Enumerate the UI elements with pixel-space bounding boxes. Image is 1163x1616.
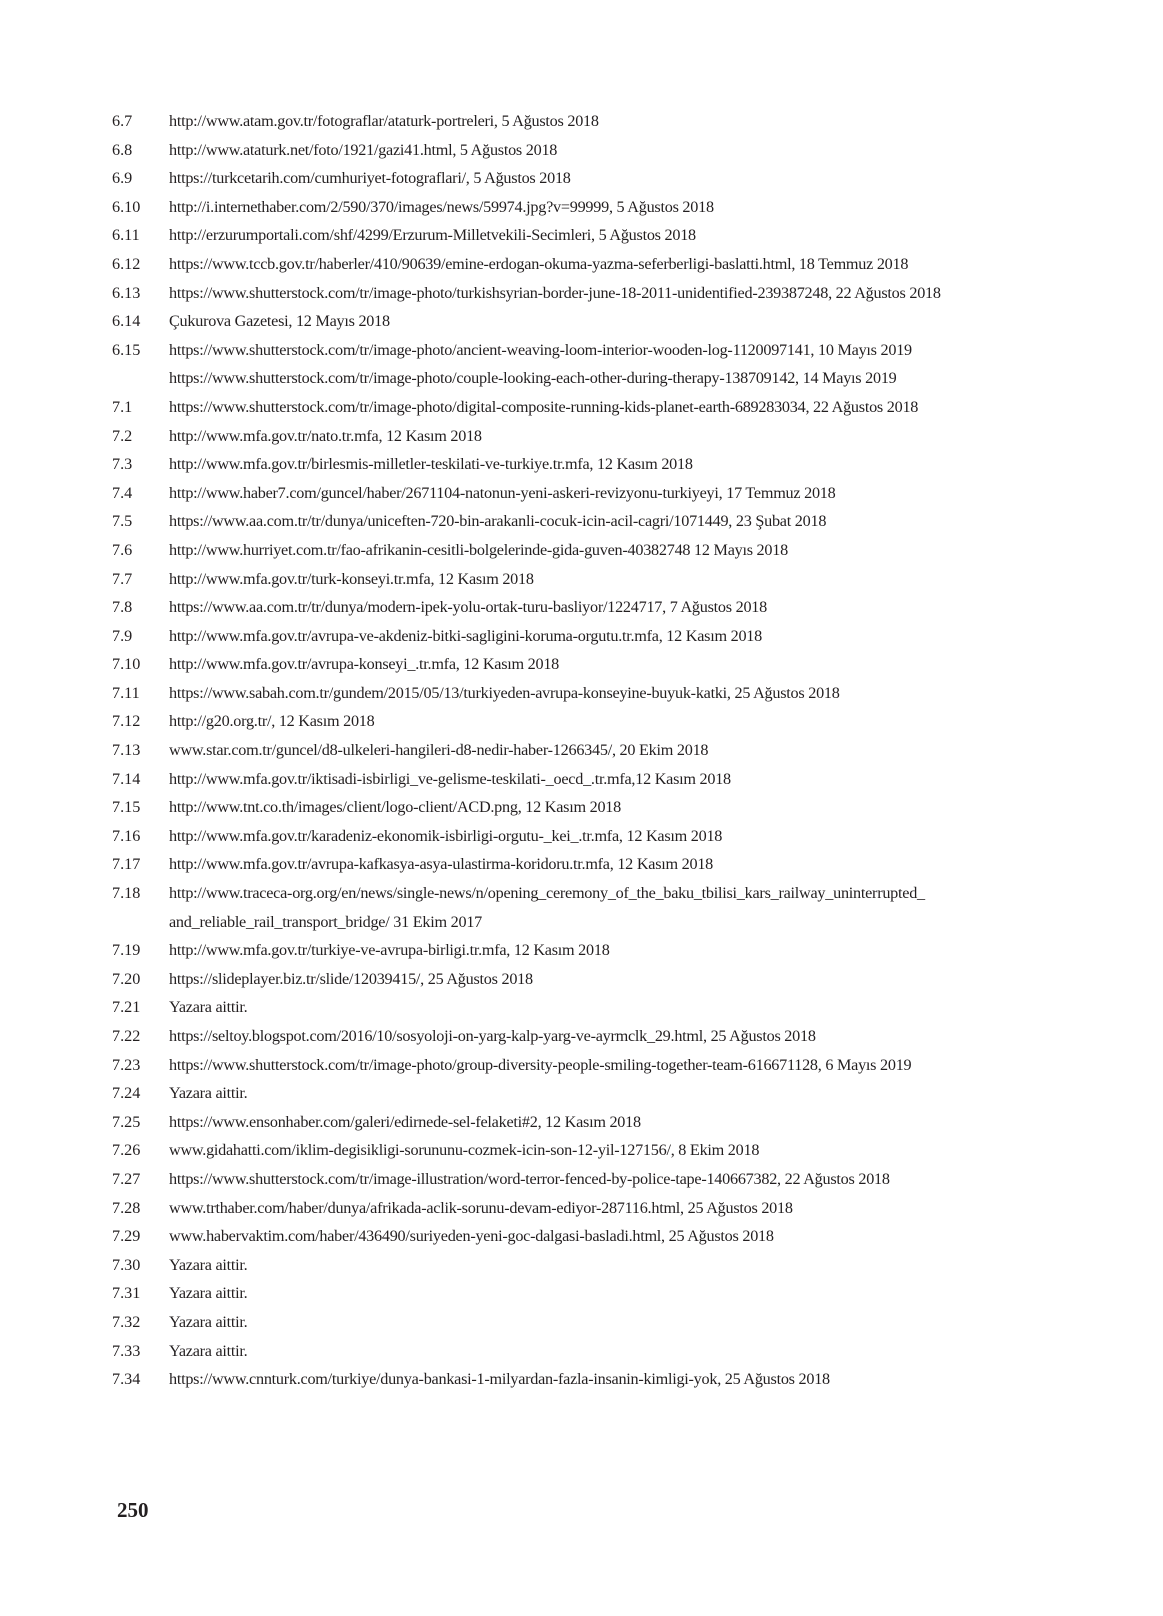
reference-text [169, 1079, 247, 1108]
reference-line: https://www.shutterstock.com/tr/image-illustration/word-terror-fenced-by-police-tape-140667382, 22 Ağustos 2018 [169, 1169, 890, 1188]
reference-text [169, 450, 693, 479]
reference-text [169, 1194, 793, 1223]
reference-text [169, 965, 533, 994]
reference-text [169, 765, 731, 794]
reference-text [169, 164, 571, 193]
reference-line: http://www.mfa.gov.tr/avrupa-konseyi_.tr.mfa, 12 Kasım 2018 [169, 655, 560, 674]
reference-line: Yazara aittir. [169, 1284, 248, 1303]
reference-item [112, 250, 1052, 279]
reference-line: https://turkcetarih.com/cumhuriyet-fotograflari/, 5 Ağustos 2018 [169, 169, 571, 188]
reference-line: Yazara aittir. [169, 1341, 248, 1360]
reference-number: 7.13 [112, 741, 141, 760]
reference-line: http://www.traceca-org.org/en/news/single-news/n/opening_ceremony_of_the_baku_tbilisi_kars_railway_uninterrupted_ [169, 884, 925, 903]
reference-item [112, 565, 1052, 594]
reference-number: 7.30 [112, 1255, 141, 1274]
reference-text [169, 336, 912, 393]
reference-number: 7.32 [112, 1312, 141, 1331]
reference-item [112, 1337, 1052, 1366]
reference-item [112, 850, 1052, 879]
reference-text [169, 107, 599, 136]
reference-number: 7.23 [112, 1055, 141, 1074]
reference-item [112, 650, 1052, 679]
reference-item [112, 450, 1052, 479]
reference-line: Çukurova Gazetesi, 12 Mayıs 2018 [169, 312, 390, 331]
reference-number: 7.26 [112, 1141, 141, 1160]
page-number: 250 [117, 1498, 149, 1522]
reference-text [169, 136, 557, 165]
reference-item [112, 679, 1052, 708]
reference-line: and_reliable_rail_transport_bridge/ 31 Ekim 2017 [169, 912, 483, 931]
reference-number: 6.11 [112, 226, 140, 245]
reference-item [112, 479, 1052, 508]
reference-number: 7.25 [112, 1112, 141, 1131]
reference-number: 6.15 [112, 340, 141, 359]
reference-text [169, 565, 534, 594]
reference-line: http://www.ataturk.net/foto/1921/gazi41.html, 5 Ağustos 2018 [169, 140, 558, 159]
reference-text [169, 193, 714, 222]
reference-item [112, 1222, 1052, 1251]
reference-number: 7.5 [112, 512, 133, 531]
reference-line: http://www.mfa.gov.tr/birlesmis-milletler-teskilati-ve-turkiye.tr.mfa, 12 Kasım 2018 [169, 455, 693, 474]
reference-number: 7.29 [112, 1227, 141, 1246]
reference-item [112, 307, 1052, 336]
reference-text [169, 1108, 641, 1137]
reference-number: 6.7 [112, 112, 133, 130]
reference-text [169, 1308, 247, 1337]
reference-number: 7.14 [112, 769, 141, 788]
reference-item [112, 593, 1052, 622]
reference-item [112, 1365, 1052, 1394]
reference-number: 7.10 [112, 655, 141, 674]
reference-item [112, 393, 1052, 422]
reference-number: 7.33 [112, 1341, 141, 1360]
reference-line: http://www.mfa.gov.tr/karadeniz-ekonomik-isbirligi-orgutu-_kei_.tr.mfa, 12 Kasım 2018 [169, 826, 723, 845]
reference-text [169, 307, 390, 336]
reference-line: http://www.mfa.gov.tr/avrupa-ve-akdeniz-bitki-sagligini-koruma-orgutu.tr.mfa, 12 Kasım 2018 [169, 626, 762, 645]
reference-number: 7.15 [112, 798, 141, 817]
reference-number: 7.8 [112, 598, 133, 617]
reference-text [169, 1222, 774, 1251]
reference-number: 7.31 [112, 1284, 141, 1303]
reference-line: https://www.aa.com.tr/tr/dunya/modern-ipek-yolu-ortak-turu-basliyor/1224717, 7 Ağustos 2018 [169, 598, 767, 617]
reference-number: 7.16 [112, 826, 141, 845]
reference-item [112, 1194, 1052, 1223]
reference-line: http://www.haber7.com/guncel/haber/2671104-natonun-yeni-askeri-revizyonu-turkiyeyi, 17 Temmuz 2018 [169, 483, 836, 502]
reference-text [169, 479, 836, 508]
reference-text [169, 1279, 247, 1308]
reference-line: https://www.aa.com.tr/tr/dunya/uniceften-720-bin-arakanli-cocuk-icin-acil-cagri/1071449, 23 Şubat 2018 [169, 512, 827, 531]
reference-item [112, 1079, 1052, 1108]
reference-line: http://www.atam.gov.tr/fotograflar/ataturk-portreleri, 5 Ağustos 2018 [169, 112, 599, 130]
reference-number: 7.22 [112, 1027, 141, 1045]
reference-item [112, 736, 1052, 765]
reference-number: 7.6 [112, 540, 133, 559]
reference-line: Yazara aittir. [169, 1084, 248, 1103]
reference-line: www.gidahatti.com/iklim-degisikligi-sorununu-cozmek-icin-son-12-yil-127156/, 8 Ekim 2018 [169, 1141, 760, 1160]
reference-number: 7.20 [112, 969, 141, 988]
reference-item [112, 622, 1052, 651]
reference-line: https://www.cnnturk.com/turkiye/dunya-bankasi-1-milyardan-fazla-insanin-kimligi-yok, 25 Ağustos 2018 [169, 1370, 830, 1389]
reference-line: http://i.internethaber.com/2/590/370/images/news/59974.jpg?v=99999, 5 Ağustos 2018 [169, 197, 714, 216]
reference-line: http://www.mfa.gov.tr/turkiye-ve-avrupa-birligi.tr.mfa, 12 Kasım 2018 [169, 941, 610, 960]
reference-item [112, 422, 1052, 451]
reference-item [112, 1308, 1052, 1337]
reference-line: http://www.mfa.gov.tr/nato.tr.mfa, 12 Kasım 2018 [169, 426, 482, 445]
reference-line: https://www.sabah.com.tr/gundem/2015/05/13/turkiyeden-avrupa-konseyine-buyuk-katki, 25 Ağustos 2018 [169, 683, 840, 702]
reference-number: 7.19 [112, 941, 141, 960]
reference-text [169, 993, 247, 1022]
reference-number: 6.9 [112, 169, 133, 188]
reference-item [112, 1108, 1052, 1137]
reference-number: 7.9 [112, 626, 133, 645]
reference-item [112, 1136, 1052, 1165]
reference-text [169, 422, 482, 451]
reference-item [112, 765, 1052, 794]
reference-line: http://www.hurriyet.com.tr/fao-afrikanin-cesitli-bolgelerinde-gida-guven-40382748 12 Mayıs 2018 [169, 540, 788, 559]
reference-text [169, 622, 762, 651]
reference-number: 6.10 [112, 197, 141, 216]
reference-text [169, 850, 713, 879]
reference-text [169, 650, 559, 679]
reference-text [169, 507, 826, 536]
reference-item [112, 1165, 1052, 1194]
reference-text [169, 879, 925, 936]
reference-item [112, 136, 1052, 165]
reference-line: http://g20.org.tr/, 12 Kasım 2018 [169, 712, 375, 731]
reference-number: 7.2 [112, 426, 133, 445]
reference-line: https://www.tccb.gov.tr/haberler/410/90639/emine-erdogan-okuma-yazma-seferberligi-baslatti.html, 18 Temmuz 2018 [169, 254, 909, 273]
reference-line: https://www.shutterstock.com/tr/image-photo/couple-looking-each-other-during-therapy-138709142, 14 Mayıs 2019 [169, 369, 897, 388]
reference-text [169, 1251, 247, 1280]
reference-item [112, 107, 1052, 136]
reference-text [169, 736, 708, 765]
reference-item [112, 707, 1052, 736]
reference-number: 6.8 [112, 140, 133, 159]
reference-line: http://www.tnt.co.th/images/client/logo-client/ACD.png, 12 Kasım 2018 [169, 798, 621, 817]
reference-number: 7.4 [112, 483, 133, 502]
reference-line: Yazara aittir. [169, 1312, 248, 1331]
reference-number: 7.12 [112, 712, 141, 731]
reference-line: https://www.shutterstock.com/tr/image-photo/digital-composite-running-kids-planet-earth-689283034, 22 Ağustos 2018 [169, 397, 919, 416]
reference-number: 7.34 [112, 1370, 141, 1389]
reference-line: https://seltoy.blogspot.com/2016/10/sosyoloji-on-yarg-kalp-yarg-ve-ayrmclk_29.html, 25 Ağustos 2018 [169, 1027, 816, 1045]
reference-line: https://www.shutterstock.com/tr/image-photo/turkishsyrian-border-june-18-2011-unidentified-239387248, 22 Ağustos 2018 [169, 283, 941, 302]
reference-text [169, 1051, 911, 1080]
reference-line: Yazara aittir. [169, 1255, 248, 1274]
reference-line: www.habervaktim.com/haber/436490/suriyeden-yeni-goc-dalgasi-basladi.html, 25 Ağustos 2018 [169, 1227, 774, 1246]
reference-text [169, 707, 374, 736]
reference-number: 7.28 [112, 1198, 141, 1217]
reference-line: https://slideplayer.biz.tr/slide/12039415/, 25 Ağustos 2018 [169, 969, 533, 988]
reference-text [169, 250, 908, 279]
reference-line: http://www.mfa.gov.tr/iktisadi-isbirligi_ve-gelisme-teskilati-_oecd_.tr.mfa,12 Kasım 2018 [169, 769, 731, 788]
reference-item [112, 164, 1052, 193]
reference-line: www.star.com.tr/guncel/d8-ulkeleri-hangileri-d8-nedir-haber-1266345/, 20 Ekim 2018 [169, 741, 709, 760]
reference-text [169, 793, 621, 822]
reference-text [169, 279, 941, 308]
reference-number: 6.13 [112, 283, 141, 302]
reference-number: 6.14 [112, 312, 141, 331]
reference-item [112, 507, 1052, 536]
reference-number: 7.21 [112, 998, 141, 1017]
reference-line: https://www.shutterstock.com/tr/image-photo/ancient-weaving-loom-interior-wooden-log-1120097141, 10 Mayıs 2019 [169, 340, 912, 359]
reference-number: 6.12 [112, 254, 141, 273]
reference-number: 7.24 [112, 1084, 141, 1103]
reference-text [169, 221, 696, 250]
reference-line: http://www.mfa.gov.tr/turk-konseyi.tr.mfa, 12 Kasım 2018 [169, 569, 534, 588]
reference-line: www.trthaber.com/haber/dunya/afrikada-aclik-sorunu-devam-ediyor-287116.html, 25 Ağustos 2018 [169, 1198, 793, 1217]
reference-item [112, 1279, 1052, 1308]
reference-list [112, 107, 1052, 1394]
reference-text [169, 536, 788, 565]
reference-number: 7.18 [112, 884, 141, 903]
reference-line: https://www.shutterstock.com/tr/image-photo/group-diversity-people-smiling-together-team-616671128, 6 Mayıs 2019 [169, 1055, 912, 1074]
reference-line: Yazara aittir. [169, 998, 248, 1017]
reference-text [169, 1365, 830, 1394]
reference-item [112, 879, 1052, 936]
reference-number: 7.11 [112, 683, 140, 702]
reference-number: 7.1 [112, 397, 133, 416]
reference-item [112, 279, 1052, 308]
reference-line: http://erzurumportali.com/shf/4299/Erzurum-Milletvekili-Secimleri, 5 Ağustos 2018 [169, 226, 696, 245]
reference-text [169, 593, 767, 622]
reference-item [112, 1251, 1052, 1280]
reference-text [169, 1337, 247, 1366]
reference-item [112, 221, 1052, 250]
reference-text [169, 1165, 890, 1194]
reference-item [112, 336, 1052, 393]
reference-text [169, 1136, 759, 1165]
reference-item [112, 1051, 1052, 1080]
reference-item [112, 936, 1052, 965]
reference-item [112, 793, 1052, 822]
reference-number: 7.3 [112, 455, 133, 474]
reference-item [112, 993, 1052, 1022]
reference-text [169, 1022, 816, 1051]
reference-item [112, 1022, 1052, 1051]
reference-text [169, 822, 722, 851]
reference-line: https://www.ensonhaber.com/galeri/edirnede-sel-felaketi#2, 12 Kasım 2018 [169, 1112, 641, 1131]
reference-number: 7.7 [112, 569, 133, 588]
reference-item [112, 822, 1052, 851]
reference-text [169, 679, 840, 708]
reference-number: 7.17 [112, 855, 141, 874]
reference-item [112, 965, 1052, 994]
reference-item [112, 536, 1052, 565]
reference-line: http://www.mfa.gov.tr/avrupa-kafkasya-asya-ulastirma-koridoru.tr.mfa, 12 Kasım 2018 [169, 855, 714, 874]
reference-text [169, 936, 610, 965]
reference-number: 7.27 [112, 1169, 141, 1188]
reference-text [169, 393, 918, 422]
reference-item [112, 193, 1052, 222]
